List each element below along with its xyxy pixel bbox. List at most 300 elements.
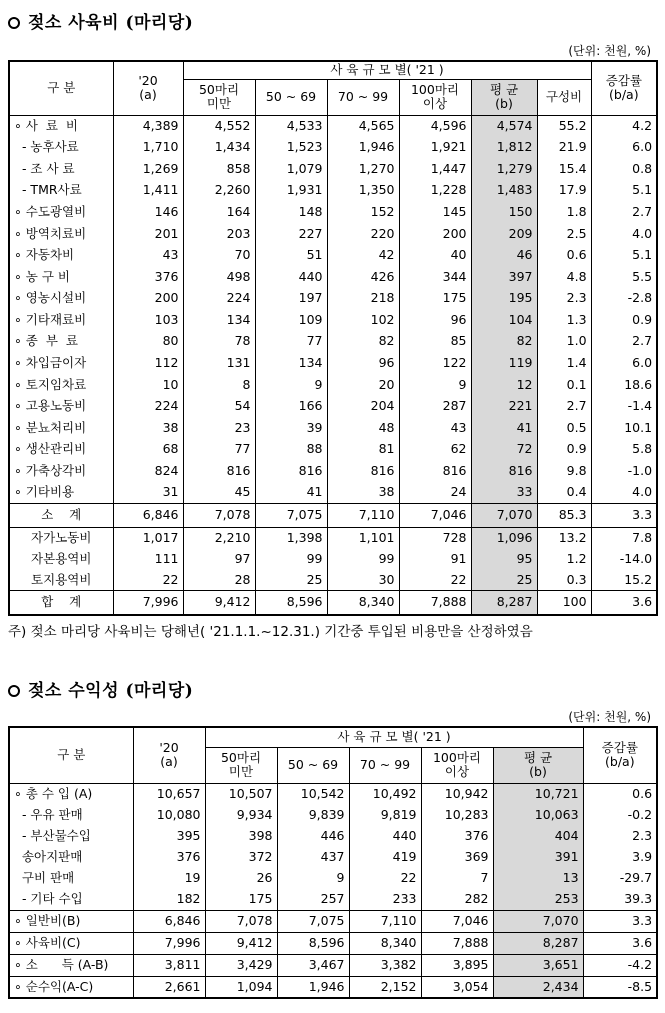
cell-value: 4.8 — [537, 266, 591, 288]
row-label: ∘ 기타비용 — [9, 482, 113, 504]
cell-value: 8,340 — [327, 591, 399, 615]
cell-value: -0.2 — [583, 804, 657, 825]
cell-value: -2.8 — [591, 288, 657, 310]
cell-value: -14.0 — [591, 549, 657, 570]
cell-value: 23 — [183, 417, 255, 439]
cell-value: 2.3 — [537, 288, 591, 310]
header-col-100plus: 100마리 이상 — [421, 747, 493, 783]
cell-value: 4,533 — [255, 115, 327, 137]
total-row — [9, 591, 657, 615]
cell-value: 13 — [493, 868, 583, 889]
cell-value: 39 — [255, 417, 327, 439]
row-label: ∘ 일반비(B) — [9, 910, 133, 932]
cell-value: 182 — [133, 889, 205, 910]
cell-value: 25 — [471, 570, 537, 591]
header-col-under50: 50마리 미만 — [205, 747, 277, 783]
cell-value: 99 — [255, 549, 327, 570]
table-row — [9, 180, 657, 202]
cell-value: 419 — [349, 847, 421, 868]
cell-value: 38 — [113, 417, 183, 439]
cell-value: 0.5 — [537, 417, 591, 439]
cell-value: 282 — [421, 889, 493, 910]
cell-value: 376 — [421, 825, 493, 846]
cell-value: 4,389 — [113, 115, 183, 137]
row-label: 구비 판매 — [9, 868, 133, 889]
cell-value: 201 — [113, 223, 183, 245]
cell-value: 816 — [255, 461, 327, 483]
cell-value: 54 — [183, 396, 255, 418]
cell-value: 80 — [113, 331, 183, 353]
cell-value: 1,350 — [327, 180, 399, 202]
table-row — [9, 331, 657, 353]
table-row — [9, 482, 657, 504]
cell-value: 824 — [113, 461, 183, 483]
cell-value: 10,507 — [205, 783, 277, 804]
cell-value: 148 — [255, 201, 327, 223]
section1-note: 주) 젖소 마리당 사육비는 당해년( '21.1.1.~12.31.) 기간중 투입된 비용만을 산정하였음 — [8, 624, 533, 640]
row-label: ∘ 수도광열비 — [9, 201, 113, 223]
cell-value: 19 — [133, 868, 205, 889]
cell-value: 6.0 — [591, 353, 657, 375]
cell-value: 10,492 — [349, 783, 421, 804]
cell-value: 397 — [471, 266, 537, 288]
row-label: - 우유 판매 — [9, 804, 133, 825]
cell-value: -1.4 — [591, 396, 657, 418]
cell-value: 391 — [493, 847, 583, 868]
cell-value: 7,070 — [493, 910, 583, 932]
cell-value: 7,075 — [255, 504, 327, 528]
cell-value: 344 — [399, 266, 471, 288]
cell-value: 398 — [205, 825, 277, 846]
cell-value: 4.0 — [591, 223, 657, 245]
row-label: ∘ 토지임차료 — [9, 374, 113, 396]
row-label: 자가노동비 — [9, 528, 113, 549]
cell-value: 203 — [183, 223, 255, 245]
cell-value: 68 — [113, 439, 183, 461]
cell-value: 43 — [399, 417, 471, 439]
cell-value: 8,287 — [471, 591, 537, 615]
cell-value: 4.0 — [591, 482, 657, 504]
header-prev-year: '20 (a) — [133, 727, 205, 783]
cell-value: 166 — [255, 396, 327, 418]
cell-value: 131 — [183, 353, 255, 375]
cell-value: 152 — [327, 201, 399, 223]
cell-value: 146 — [113, 201, 183, 223]
cell-value: 70 — [183, 245, 255, 267]
cell-value: 43 — [113, 245, 183, 267]
cell-value: 41 — [471, 417, 537, 439]
cell-value: 96 — [327, 353, 399, 375]
cell-value: 28 — [183, 570, 255, 591]
cell-value: 97 — [183, 549, 255, 570]
cell-value: 221 — [471, 396, 537, 418]
cell-value: 7,888 — [421, 932, 493, 954]
cell-value: 85 — [399, 331, 471, 353]
cell-value: 257 — [277, 889, 349, 910]
cell-value: 10,063 — [493, 804, 583, 825]
cell-value: 9.8 — [537, 461, 591, 483]
cell-value: 10,721 — [493, 783, 583, 804]
cell-value: 82 — [471, 331, 537, 353]
cell-value: -1.0 — [591, 461, 657, 483]
header-scale-group: 사 육 규 모 별( '21 ) — [205, 727, 583, 747]
cell-value: 15.4 — [537, 158, 591, 180]
cell-value: 15.2 — [591, 570, 657, 591]
cell-value: 816 — [327, 461, 399, 483]
cell-value: 224 — [183, 288, 255, 310]
cell-value: 253 — [493, 889, 583, 910]
cell-value: 224 — [113, 396, 183, 418]
cell-value: 39.3 — [583, 889, 657, 910]
cell-value: 816 — [399, 461, 471, 483]
cell-value: -4.2 — [583, 954, 657, 976]
row-label: - 농후사료 — [9, 137, 113, 159]
cell-value: 2.7 — [591, 331, 657, 353]
cell-value: 1,269 — [113, 158, 183, 180]
cell-value: 816 — [183, 461, 255, 483]
cell-value: 3,467 — [277, 954, 349, 976]
cell-value: 1,094 — [205, 976, 277, 998]
cell-value: 728 — [399, 528, 471, 549]
profit-table — [8, 726, 658, 999]
cell-value: 1,434 — [183, 137, 255, 159]
cell-value: 134 — [183, 309, 255, 331]
cost-table — [8, 60, 658, 616]
header-col-100plus: 100마리 이상 — [399, 79, 471, 115]
table-row — [9, 528, 657, 549]
cell-value: 122 — [399, 353, 471, 375]
header-category: 구 분 — [9, 61, 113, 115]
cell-value: 5.5 — [591, 266, 657, 288]
row-label: ∘ 가축상각비 — [9, 461, 113, 483]
cell-value: 10,657 — [133, 783, 205, 804]
cell-value: 0.9 — [537, 439, 591, 461]
cell-value: 22 — [399, 570, 471, 591]
cell-value: 2.3 — [583, 825, 657, 846]
cell-value: 1,101 — [327, 528, 399, 549]
row-label: ∘ 총 수 입 (A) — [9, 783, 133, 804]
cell-value: 42 — [327, 245, 399, 267]
cell-value: 25 — [255, 570, 327, 591]
cell-value: 3,651 — [493, 954, 583, 976]
cell-value: 30 — [327, 570, 399, 591]
cell-value: 77 — [255, 331, 327, 353]
cell-value: 164 — [183, 201, 255, 223]
row-label: ∘ 종 부 료 — [9, 331, 113, 353]
cell-value: 2.5 — [537, 223, 591, 245]
cell-value: 1.2 — [537, 549, 591, 570]
cell-value: 8 — [183, 374, 255, 396]
cell-value: 46 — [471, 245, 537, 267]
row-label: ∘ 차입금이자 — [9, 353, 113, 375]
cell-value: 7,110 — [349, 910, 421, 932]
cell-value: 7,110 — [327, 504, 399, 528]
table-row — [9, 266, 657, 288]
cell-value: 111 — [113, 549, 183, 570]
cell-value: 9,839 — [277, 804, 349, 825]
row-label: ∘ 자동차비 — [9, 245, 113, 267]
table-row — [9, 804, 657, 825]
section2-title: 젖소 수익성 (마리당) — [8, 676, 193, 701]
table-row — [9, 158, 657, 180]
cell-value: 109 — [255, 309, 327, 331]
row-label: ∘ 분뇨처리비 — [9, 417, 113, 439]
cell-value: 440 — [349, 825, 421, 846]
row-label: 합 계 — [9, 591, 113, 615]
table-row — [9, 288, 657, 310]
cell-value: 0.6 — [583, 783, 657, 804]
cell-value: 96 — [399, 309, 471, 331]
cell-value: 103 — [113, 309, 183, 331]
table-row — [9, 374, 657, 396]
cell-value: 4.2 — [591, 115, 657, 137]
cell-value: 77 — [183, 439, 255, 461]
cell-value: 227 — [255, 223, 327, 245]
cell-value: 7,888 — [399, 591, 471, 615]
cell-value: 0.1 — [537, 374, 591, 396]
cell-value: 4,574 — [471, 115, 537, 137]
cell-value: 85.3 — [537, 504, 591, 528]
cell-value: 1.3 — [537, 309, 591, 331]
section1-unit: (단위: 천원, %) — [568, 44, 651, 58]
cell-value: 1,946 — [327, 137, 399, 159]
cell-value: 1,710 — [113, 137, 183, 159]
circle-bullet-icon — [8, 17, 20, 29]
table-row — [9, 353, 657, 375]
cell-value: 10,080 — [133, 804, 205, 825]
cell-value: 2.7 — [537, 396, 591, 418]
table-row — [9, 115, 657, 137]
cell-value: 7,078 — [205, 910, 277, 932]
cell-value: 40 — [399, 245, 471, 267]
cell-value: 7,046 — [399, 504, 471, 528]
cell-value: 175 — [399, 288, 471, 310]
cell-value: 1,398 — [255, 528, 327, 549]
cell-value: 0.8 — [591, 158, 657, 180]
cell-value: 12 — [471, 374, 537, 396]
table-row — [9, 783, 657, 804]
cell-value: 233 — [349, 889, 421, 910]
row-label: - TMR사료 — [9, 180, 113, 202]
header-col-50-69: 50 ~ 69 — [277, 747, 349, 783]
cell-value: 9,819 — [349, 804, 421, 825]
row-label: ∘ 고용노동비 — [9, 396, 113, 418]
cell-value: 404 — [493, 825, 583, 846]
cell-value: 119 — [471, 353, 537, 375]
cell-value: 3,429 — [205, 954, 277, 976]
cell-value: 10,942 — [421, 783, 493, 804]
cell-value: 22 — [349, 868, 421, 889]
section2-unit: (단위: 천원, %) — [568, 710, 651, 724]
cell-value: 10,542 — [277, 783, 349, 804]
table-row — [9, 461, 657, 483]
cell-value: 426 — [327, 266, 399, 288]
header-avg: 평 균 (b) — [471, 79, 537, 115]
cell-value: 4,565 — [327, 115, 399, 137]
income-row — [9, 954, 657, 976]
cell-value: 102 — [327, 309, 399, 331]
breeding-cost-row — [9, 932, 657, 954]
cell-value: 3.3 — [583, 910, 657, 932]
cell-value: 4,552 — [183, 115, 255, 137]
cell-value: 437 — [277, 847, 349, 868]
cell-value: 209 — [471, 223, 537, 245]
cell-value: 5.8 — [591, 439, 657, 461]
cell-value: 3,811 — [133, 954, 205, 976]
header-col-under50: 50마리 미만 — [183, 79, 255, 115]
cell-value: 376 — [113, 266, 183, 288]
cell-value: 0.4 — [537, 482, 591, 504]
cell-value: 5.1 — [591, 180, 657, 202]
header-scale-group: 사 육 규 모 별( '21 ) — [183, 61, 591, 79]
cell-value: 175 — [205, 889, 277, 910]
cell-value: 2.7 — [591, 201, 657, 223]
table-row — [9, 309, 657, 331]
cell-value: 197 — [255, 288, 327, 310]
cell-value: 1,411 — [113, 180, 183, 202]
cell-value: 6.0 — [591, 137, 657, 159]
cell-value: 1,931 — [255, 180, 327, 202]
cell-value: 3.6 — [583, 932, 657, 954]
cell-value: 5.1 — [591, 245, 657, 267]
cell-value: 51 — [255, 245, 327, 267]
cell-value: 20 — [327, 374, 399, 396]
cell-value: 6,846 — [113, 504, 183, 528]
cell-value: 134 — [255, 353, 327, 375]
cell-value: 816 — [471, 461, 537, 483]
row-label: - 부산물수입 — [9, 825, 133, 846]
cell-value: 24 — [399, 482, 471, 504]
cell-value: 72 — [471, 439, 537, 461]
cell-value: 498 — [183, 266, 255, 288]
cell-value: 17.9 — [537, 180, 591, 202]
cell-value: 95 — [471, 549, 537, 570]
cell-value: 1,921 — [399, 137, 471, 159]
cell-value: 99 — [327, 549, 399, 570]
cell-value: 3,895 — [421, 954, 493, 976]
table-row — [9, 847, 657, 868]
cell-value: 9,412 — [183, 591, 255, 615]
cell-value: 18.6 — [591, 374, 657, 396]
cell-value: 1,079 — [255, 158, 327, 180]
row-label: ∘ 소 득 (A-B) — [9, 954, 133, 976]
cell-value: 446 — [277, 825, 349, 846]
cell-value: 22 — [113, 570, 183, 591]
cell-value: 55.2 — [537, 115, 591, 137]
cell-value: 31 — [113, 482, 183, 504]
table-row — [9, 868, 657, 889]
cell-value: 1,946 — [277, 976, 349, 998]
cell-value: 41 — [255, 482, 327, 504]
cell-value: 3.9 — [583, 847, 657, 868]
cell-value: 1,228 — [399, 180, 471, 202]
table-row — [9, 201, 657, 223]
cell-value: 81 — [327, 439, 399, 461]
header-col-50-69: 50 ~ 69 — [255, 79, 327, 115]
cell-value: 195 — [471, 288, 537, 310]
cell-value: 1,523 — [255, 137, 327, 159]
header-prev-year: '20 (a) — [113, 61, 183, 115]
header-col-70-99: 70 ~ 99 — [327, 79, 399, 115]
cell-value: 9 — [399, 374, 471, 396]
subtotal-row — [9, 504, 657, 528]
cell-value: 3,054 — [421, 976, 493, 998]
cell-value: 395 — [133, 825, 205, 846]
cell-value: 1,483 — [471, 180, 537, 202]
table-row — [9, 245, 657, 267]
cell-value: 91 — [399, 549, 471, 570]
cell-value: 1,812 — [471, 137, 537, 159]
cell-value: 7,078 — [183, 504, 255, 528]
row-label: ∘ 기타재료비 — [9, 309, 113, 331]
circle-bullet-icon — [8, 685, 20, 697]
cell-value: 0.3 — [537, 570, 591, 591]
cell-value: 13.2 — [537, 528, 591, 549]
general-cost-row — [9, 910, 657, 932]
cell-value: 82 — [327, 331, 399, 353]
cell-value: 9 — [277, 868, 349, 889]
cell-value: 200 — [399, 223, 471, 245]
cell-value: 2,434 — [493, 976, 583, 998]
row-label: ∘ 사 료 비 — [9, 115, 113, 137]
cell-value: 38 — [327, 482, 399, 504]
row-label: ∘ 순수익(A-C) — [9, 976, 133, 998]
cell-value: 78 — [183, 331, 255, 353]
header-avg: 평 균 (b) — [493, 747, 583, 783]
cell-value: 7 — [421, 868, 493, 889]
cell-value: 0.6 — [537, 245, 591, 267]
cell-value: 287 — [399, 396, 471, 418]
cell-value: 204 — [327, 396, 399, 418]
cell-value: 150 — [471, 201, 537, 223]
row-label: ∘ 사육비(C) — [9, 932, 133, 954]
cell-value: 3,382 — [349, 954, 421, 976]
cell-value: 8,287 — [493, 932, 583, 954]
table-row — [9, 223, 657, 245]
cell-value: 7,070 — [471, 504, 537, 528]
cell-value: 33 — [471, 482, 537, 504]
row-label: ∘ 생산관리비 — [9, 439, 113, 461]
cell-value: 112 — [113, 353, 183, 375]
cell-value: 220 — [327, 223, 399, 245]
net-profit-row — [9, 976, 657, 998]
table-row — [9, 825, 657, 846]
cell-value: 1,017 — [113, 528, 183, 549]
cell-value: 10,283 — [421, 804, 493, 825]
cell-value: 3.3 — [591, 504, 657, 528]
cell-value: 3.6 — [591, 591, 657, 615]
cell-value: 10 — [113, 374, 183, 396]
table-row — [9, 439, 657, 461]
cell-value: 1.0 — [537, 331, 591, 353]
row-label: 토지용역비 — [9, 570, 113, 591]
cell-value: 440 — [255, 266, 327, 288]
header-ratio: 구성비 — [537, 79, 591, 115]
cell-value: 4,596 — [399, 115, 471, 137]
header-change: 증감률 (b/a) — [591, 61, 657, 115]
cell-value: 7,046 — [421, 910, 493, 932]
cell-value: 0.9 — [591, 309, 657, 331]
cell-value: 1,279 — [471, 158, 537, 180]
row-label: 소 계 — [9, 504, 113, 528]
cell-value: 8,596 — [255, 591, 327, 615]
row-label: ∘ 농 구 비 — [9, 266, 113, 288]
cell-value: 62 — [399, 439, 471, 461]
table-row — [9, 889, 657, 910]
cell-value: 8,340 — [349, 932, 421, 954]
cell-value: -29.7 — [583, 868, 657, 889]
row-label: ∘ 방역치료비 — [9, 223, 113, 245]
